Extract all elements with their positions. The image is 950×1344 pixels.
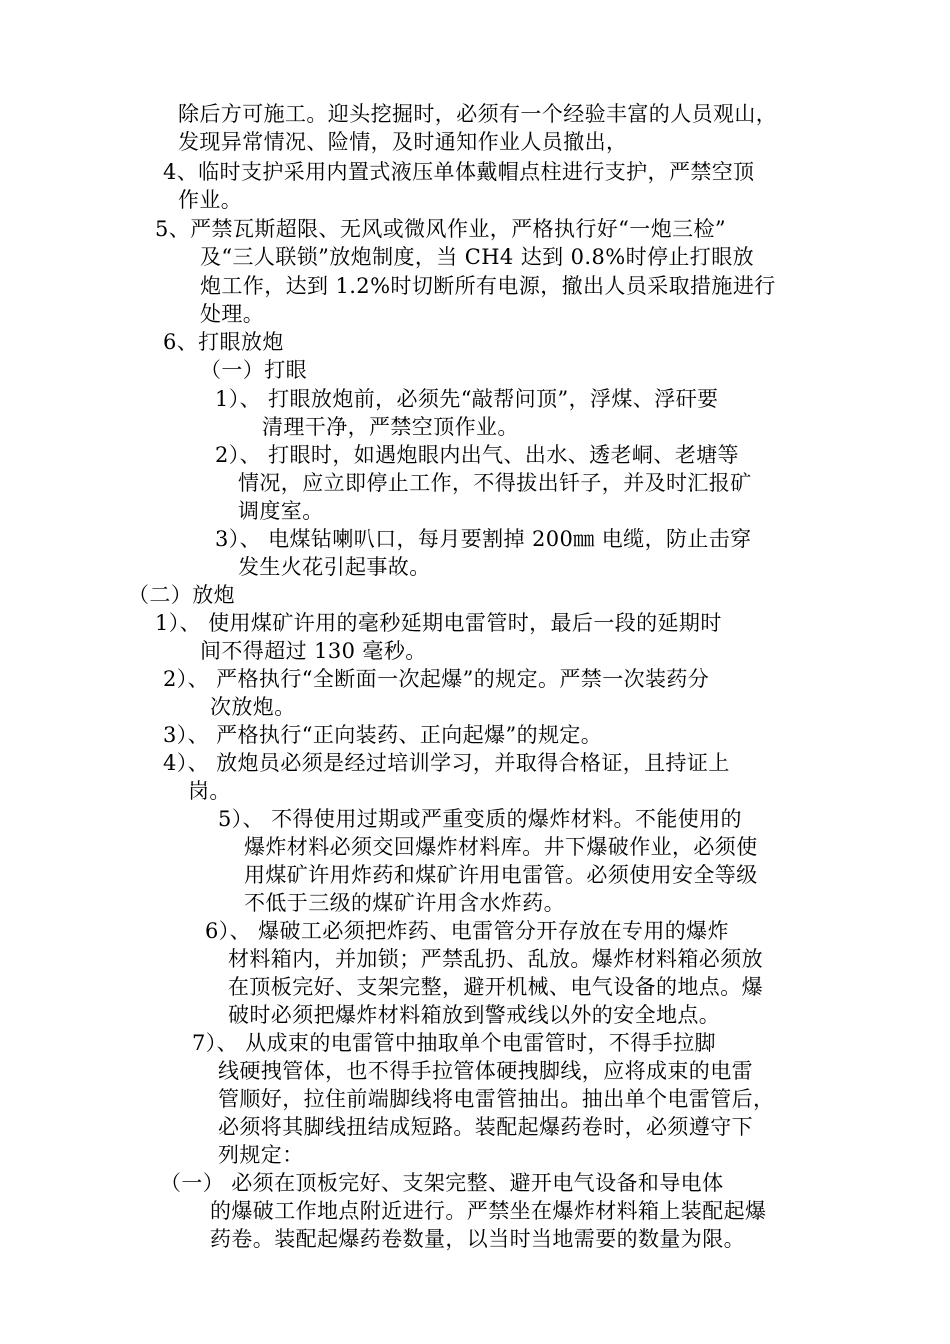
text-line: 1）、 打眼放炮前，必须先“敲帮问顶”，浮煤、浮矸要 [215, 387, 719, 411]
text-line: 管顺好，拉住前端脚线将电雷管抽出。抽出单个电雷管后， [218, 1087, 775, 1111]
text-line: 3）、 严格执行“正向装药、正向起爆”的规定。 [163, 723, 603, 747]
text-line: （二）放炮 [128, 583, 235, 607]
text-line: 清理干净，严禁空顶作业。 [262, 415, 519, 439]
text-line: 6、打眼放炮 [163, 330, 284, 354]
text-line: 2）、 严格执行“全断面一次起爆”的规定。严禁一次装药分 [163, 667, 710, 691]
text-line: 不低于三级的煤矿许用含水炸药。 [244, 891, 565, 915]
text-line: 调度室。 [238, 499, 324, 523]
text-line: 4）、 放炮员必须是经过培训学习，并取得合格证，且持证上 [163, 751, 730, 775]
text-line: 用煤矿许用炸药和煤矿许用电雷管。必须使用安全等级 [244, 863, 758, 887]
text-line: 及“三人联锁”放炮制度，当 CH4 达到 0.8%时停止打眼放 [200, 245, 754, 269]
text-line: 5、严禁瓦斯超限、无风或微风作业，严格执行好“一炮三检” [155, 217, 727, 241]
text-line: 6）、 爆破工必须把炸药、电雷管分开存放在专用的爆炸 [205, 919, 729, 943]
text-line: 材料箱内，并加锁；严禁乱扔、乱放。爆炸材料箱必须放 [228, 947, 763, 971]
text-line: 列规定： [218, 1143, 304, 1167]
text-line: 7）、 从成束的电雷管中抽取单个电雷管时，不得手拉脚 [192, 1031, 716, 1055]
text-line: 2）、 打眼时，如遇炮眼内出气、出水、透老峒、老塘等 [215, 443, 739, 467]
text-line: 处理。 [200, 302, 265, 326]
text-line: （一）打眼 [200, 358, 307, 382]
text-line: 必须将其脚线扭结成短路。装配起爆药卷时，必须遵守下 [218, 1115, 753, 1139]
text-line: 炮工作，达到 1.2%时切断所有电源，撤出人员采取措施进行 [200, 274, 776, 298]
text-line: 次放炮。 [210, 695, 296, 719]
text-line: 1）、 使用煤矿许用的毫秒延期电雷管时，最后一段的延期时 [155, 611, 722, 635]
text-line: 除后方可施工。迎头挖掘时，必须有一个经验丰富的人员观山， [178, 102, 778, 126]
text-line: 发生火花引起事故。 [238, 555, 431, 579]
text-line: 破时必须把爆炸材料箱放到警戒线以外的安全地点。 [228, 1003, 721, 1027]
text-line: 5）、 不得使用过期或严重变质的爆炸材料。不能使用的 [218, 807, 742, 831]
text-line: 间不得超过 130 毫秒。 [200, 639, 427, 663]
text-line: 爆炸材料必须交回爆炸材料库。井下爆破作业，必须使 [244, 835, 758, 859]
text-line: （一） 必须在顶板完好、支架完整、避开电气设备和导电体 [160, 1171, 724, 1195]
text-line: 作业。 [178, 188, 243, 212]
text-line: 岗。 [188, 779, 231, 803]
text-line: 在顶板完好、支架完整，避开机械、电气设备的地点。爆 [228, 975, 763, 999]
text-line: 药卷。装配起爆药卷数量，以当时当地需要的数量为限。 [210, 1227, 745, 1251]
text-line: 情况，应立即停止工作，不得拔出钎子，并及时汇报矿 [238, 471, 752, 495]
text-line: 的爆破工作地点附近进行。严禁坐在爆炸材料箱上装配起爆 [210, 1199, 767, 1223]
text-line: 4、临时支护采用内置式液压单体戴帽点柱进行支护，严禁空顶 [163, 160, 755, 184]
text-line: 线硬拽管体，也不得手拉管体硬拽脚线，应将成束的电雷 [218, 1059, 753, 1083]
text-line: 3）、 电煤钻喇叭口，每月要割掉 200㎜ 电缆，防止击穿 [215, 527, 752, 551]
text-line: 发现异常情况、险情，及时通知作业人员撤出， [178, 130, 628, 154]
